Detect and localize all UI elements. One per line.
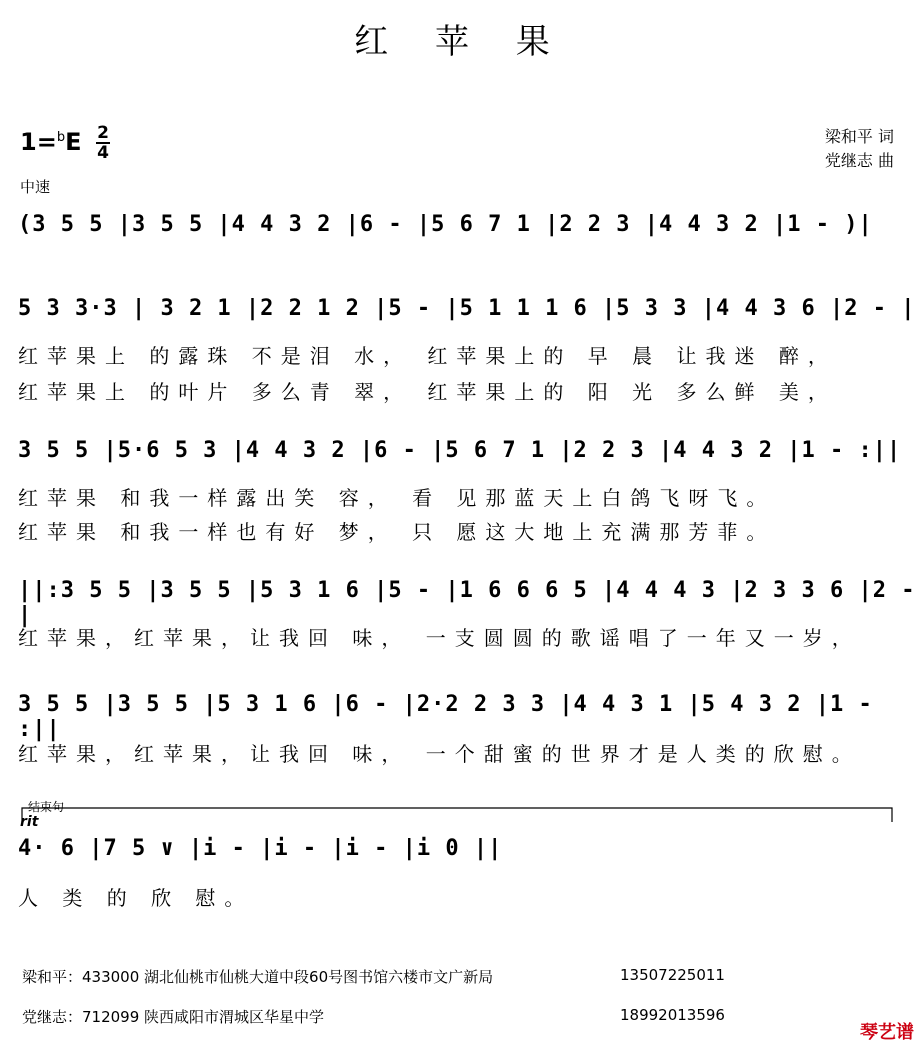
lyric-line: 红苹果上 的叶片 多么青 翠， 红苹果上的 阳 光 多么鲜 美， xyxy=(18,380,837,404)
notation-row: 5 3 3·3 | 3 2 1 |2 2 1 2 |5 - |5 1 1 1 6 |5 3 3 |4 4 3 6 |2 - | xyxy=(18,296,916,321)
rit-marking: rit xyxy=(20,814,39,830)
lyric-line: 红苹果，红苹果，让我回 味， 一支圆圆的歌谣唱了一年又一岁， xyxy=(18,626,861,650)
tempo-marking: 中速 xyxy=(20,178,51,196)
lyric-line: 红苹果上 的露珠 不是泪 水， 红苹果上的 早 晨 让我迷 醉， xyxy=(18,344,837,368)
notation-row: ||:3 5 5 |3 5 5 |5 3 1 6 |5 - |1 6 6 6 5 |4 4 4 3 |2 3 3 6 |2 - | xyxy=(18,578,916,628)
lyricist-credit: 梁和平 词 xyxy=(824,127,894,146)
footer-line: 党继志：712099 陕西咸阳市渭城区华星中学 18992013596 xyxy=(22,1006,725,1026)
notation-row: 3 5 5 |3 5 5 |5 3 1 6 |6 - |2·2 2 3 3 |4 4 3 1 |5 4 3 2 |1 - :|| xyxy=(18,692,873,742)
composer-credit: 党继志 曲 xyxy=(824,151,894,170)
lyric-line: 红苹果 和我一样也有好 梦， 只 愿这大地上充满那芳菲。 xyxy=(18,520,776,544)
lyric-line: 红苹果 和我一样露出笑 容， 看 见那蓝天上白鸽飞呀飞。 xyxy=(18,486,776,510)
key-signature: 1=$^b$E xyxy=(20,128,82,156)
lyric-line: 人 类 的 欣 慰。 xyxy=(18,886,254,910)
notation-row: 3 5 5 |5·6 5 3 |4 4 3 2 |6 - |5 6 7 1 |2 2 3 |4 4 3 2 |1 - :|| xyxy=(18,438,902,463)
song-title: 红 苹 果 xyxy=(354,22,568,62)
time-signature: 2 4 xyxy=(97,123,109,163)
ending-label: 结束句 xyxy=(28,800,65,814)
footer-line: 梁和平：433000 湖北仙桃市仙桃大道中段60号图书馆六楼市文广新局 13507225011 xyxy=(22,966,725,986)
notation-row: (3 5 5 |3 5 5 |4 4 3 2 |6 - |5 6 7 1 |2 2 3 |4 4 3 2 |1 - )| xyxy=(18,212,873,237)
lyric-line: 红苹果，红苹果，让我回 味， 一个甜蜜的世界才是人类的欣慰。 xyxy=(18,742,861,766)
notation-row: 4· 6 |7 5 ∨ |i - |i - |i - |i 0 || xyxy=(18,836,503,861)
watermark-logo: 琴艺谱 xyxy=(860,1022,914,1043)
